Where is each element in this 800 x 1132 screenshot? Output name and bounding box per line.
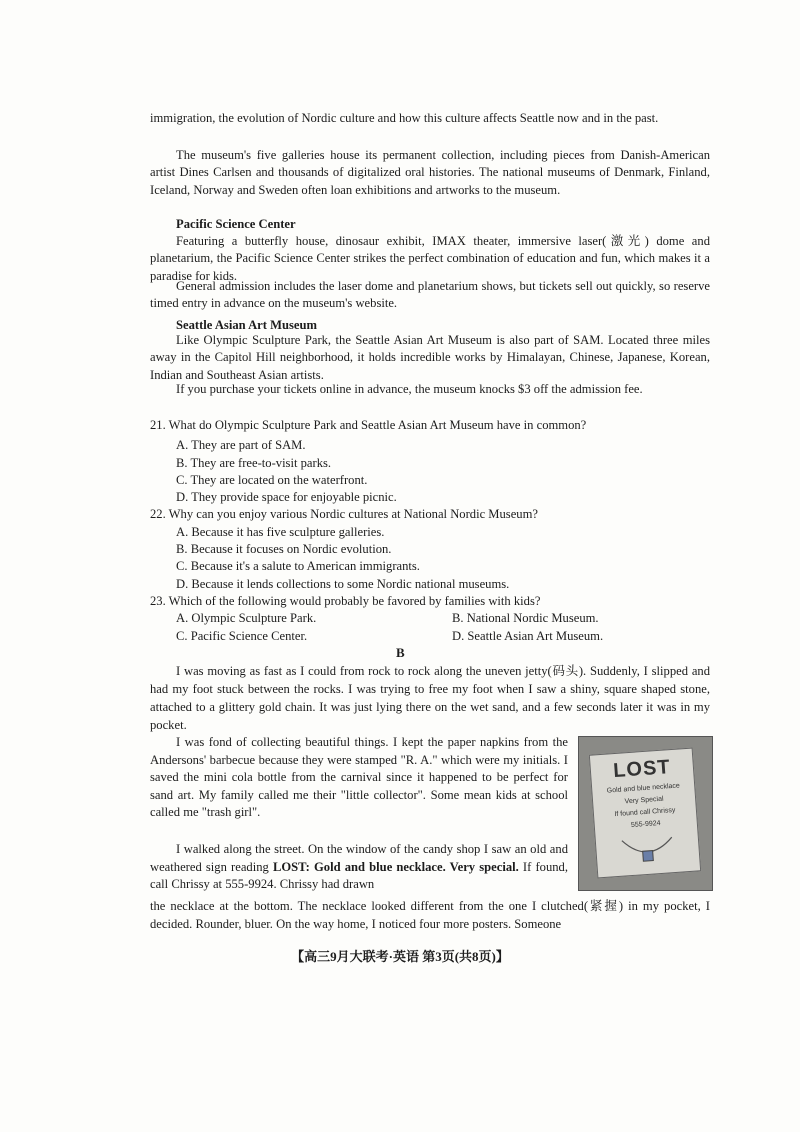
poster-line: Gold and blue necklace (606, 782, 681, 795)
story-paragraph-continued: the necklace at the bottom. The necklace looked different from the one I clutched(紧握) in my pocket, I decided. Rounder, bluer. On the way home, I noticed four more posters. Someone (150, 899, 710, 931)
question-21: 21. What do Olympic Sculpture Park and Seattle Asian Art Museum have in common? (150, 418, 587, 432)
option-21a: A. They are part of SAM. (176, 438, 306, 452)
option-23c: C. Pacific Science Center. (176, 629, 308, 643)
option-22c: C. Because it's a salute to American immigrants. (176, 559, 420, 573)
option-21b: B. They are free-to-visit parks. (176, 456, 332, 470)
poster-line: If found call Chrissy (614, 806, 676, 819)
story-paragraph-poster (150, 841, 568, 894)
question-23: 23. Which of the following would probably be favored by families with kids? (150, 594, 541, 608)
heading-seattle-asian-art-museum: Seattle Asian Art Museum (176, 318, 317, 332)
poster-line: Very Special (624, 795, 664, 806)
story-paragraph-jetty: I was moving as fast as I could from rock to rock along the uneven jetty(码头). Suddenly, I slipped and had my foot stuck between the rocks. I was trying to free my foot when I saw a shiny, square shaped stone, attached to a glittery gold chain. It was just lying there on the wet sand, and a few seconds later it was in my pocket. (150, 664, 710, 732)
option-22d: D. Because it lends collections to some Nordic national museums. (176, 577, 510, 591)
poster-title: LOST (612, 756, 672, 783)
option-22a: A. Because it has five sculpture galleries. (176, 525, 385, 539)
necklace-drawing-icon (617, 833, 679, 867)
option-21c: C. They are located on the waterfront. (176, 473, 368, 487)
paragraph-nordic-galleries: The museum's five galleries house its permanent collection, including pieces from Danish-American artist Dines Carlsen and thousands of digitalized oral histories. The national museums of Denmark, Finland, Iceland, Norway and Sweden often loan exhibitions and artworks to the museum. (150, 148, 710, 197)
poster-quote: LOST: Gold and blue necklace. Very special. (272, 859, 519, 874)
poster-line: 555-9924 (630, 819, 661, 829)
option-23a: A. Olympic Sculpture Park. (176, 611, 317, 625)
option-21d: D. They provide space for enjoyable picnic. (176, 490, 397, 504)
option-23b: B. National Nordic Museum. (452, 611, 599, 625)
paragraph-asian-art-tickets: If you purchase your tickets online in advance, the museum knocks $3 off the admission fee. (176, 382, 643, 396)
story-text: I walked along the street. On the window of the candy shop I saw an old and weathered sign reading (150, 842, 568, 874)
question-22: 22. Why can you enjoy various Nordic cultures at National Nordic Museum? (150, 507, 538, 521)
option-22b: B. Because it focuses on Nordic evolution. (176, 542, 392, 556)
heading-pacific-science-center: Pacific Science Center (176, 217, 296, 231)
option-23d: D. Seattle Asian Art Museum. (452, 629, 604, 643)
lost-poster-photo (578, 736, 713, 891)
paragraph-nordic-end: immigration, the evolution of Nordic culture and how this culture affects Seattle now and in the past. (150, 111, 659, 125)
lost-poster (589, 748, 701, 879)
story-text: If found, call Chrissy at 555-9924. Chrissy had drawn (150, 859, 568, 892)
section-b-label: B (396, 645, 405, 660)
paragraph-pacific-features: Featuring a butterfly house, dinosaur exhibit, IMAX theater, immersive laser(激光) dome and planetarium, the Pacific Science Center strikes the perfect combination of education and fun, which makes it a paradise for kids. (150, 234, 710, 283)
page-footer: 【高三9月大联考·英语 第3页(共8页)】 (291, 949, 509, 964)
paragraph-asian-art-location: Like Olympic Sculpture Park, the Seattle Asian Art Museum is also part of SAM. Located three miles away in the Capitol Hill neighborhood, it holds incredible works by Himalayan, Chinese, Japanese, Korean, Indian and Southeast Asian artists. (150, 333, 710, 382)
story-paragraph-collector: I was fond of collecting beautiful things. I kept the paper napkins from the Andersons' barbecue because they were stamped "R. A." which were my initials. I saved the mini cola bottle from the carnival since it happened to be perfect for sand art. My family called me their "little collector". Some mean kids at school called me "trash girl". (150, 735, 568, 820)
paragraph-pacific-admission: General admission includes the laser dome and planetarium shows, but tickets sell out quickly, so reserve timed entry in advance on the museum's website. (150, 279, 710, 311)
